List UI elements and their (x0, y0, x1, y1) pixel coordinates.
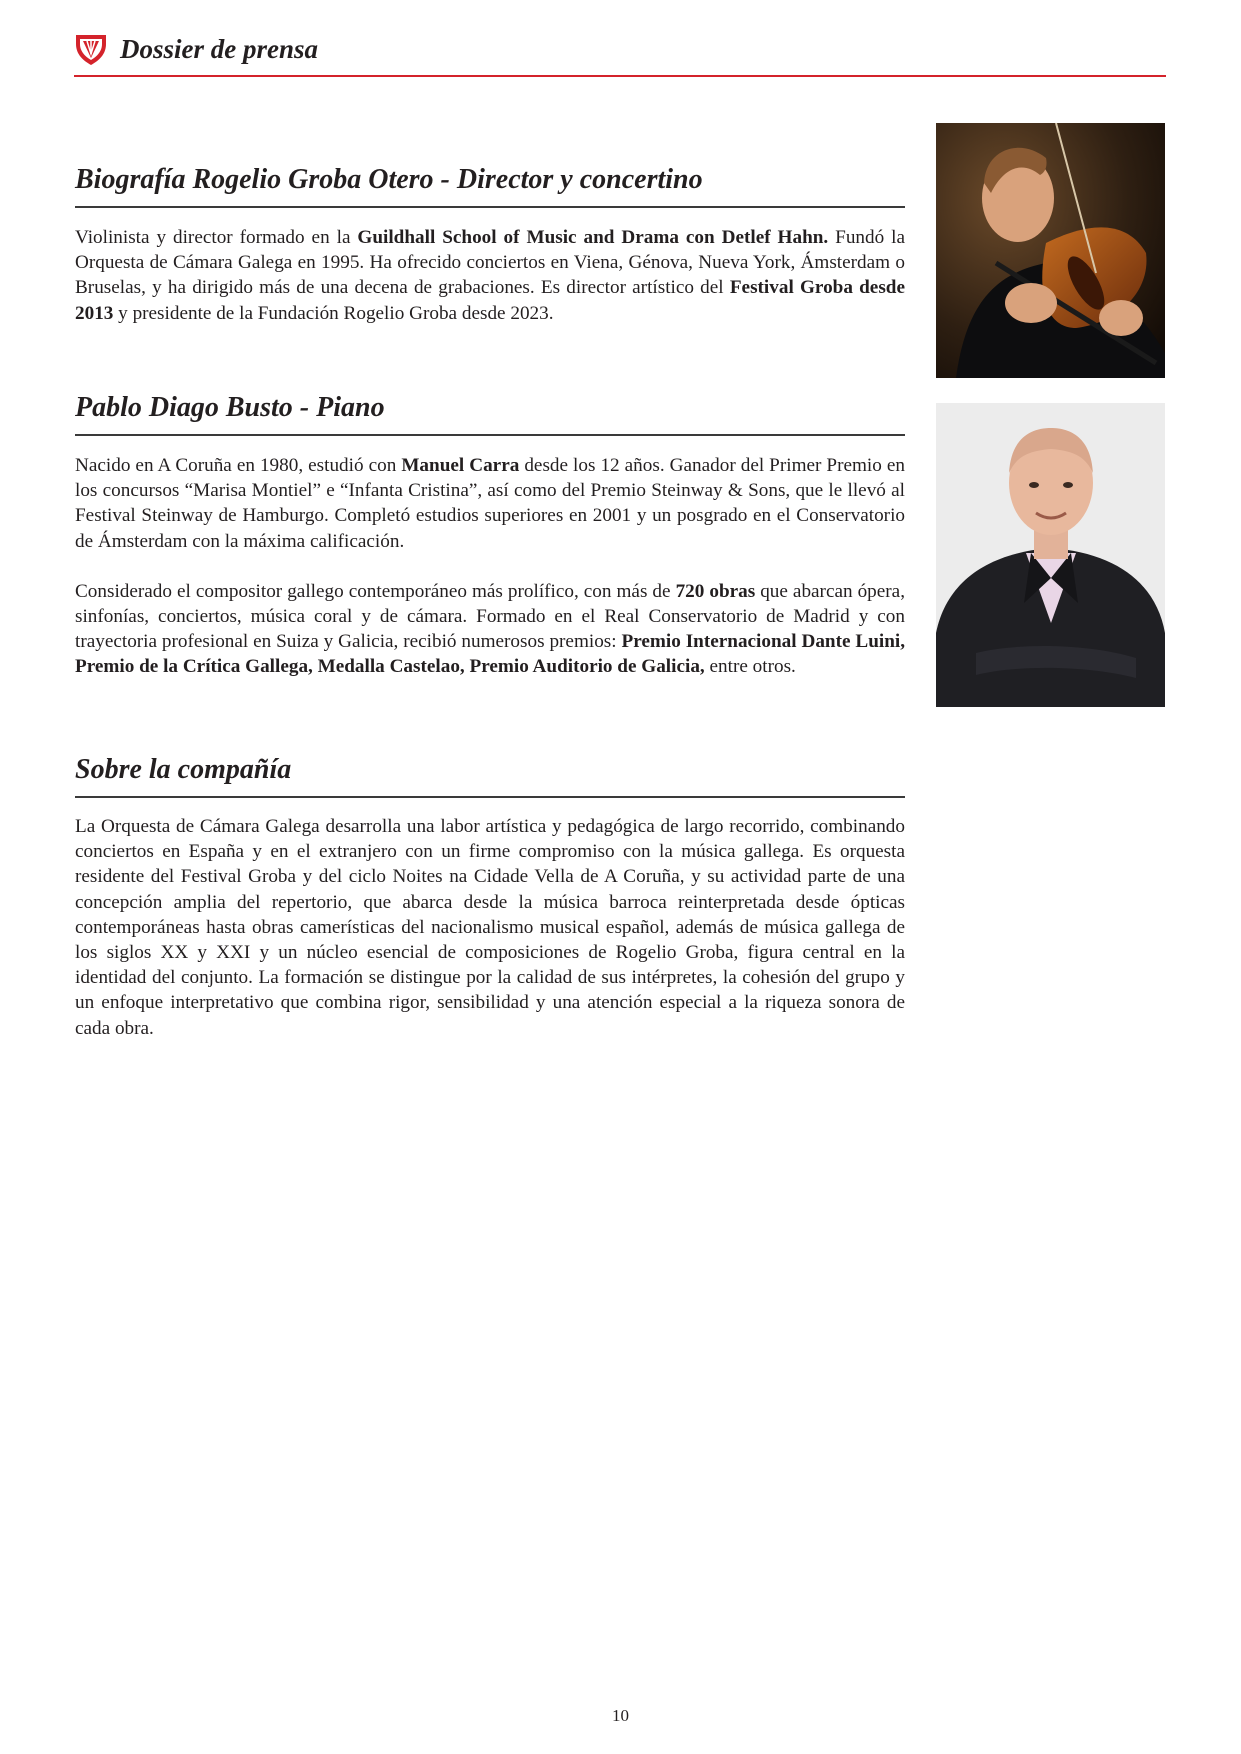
page-header (74, 30, 1166, 76)
section-heading: Sobre la compañía (75, 754, 292, 785)
section-heading: Pablo Diago Busto - Piano (75, 392, 385, 423)
text-run: Considerado el compositor gallego contemporáneo más prolífico, con más de (75, 580, 676, 602)
section-paragraph (75, 579, 905, 680)
section-company (75, 752, 905, 1041)
section-paragraph (75, 814, 905, 1041)
text-run: La Orquesta de Cámara Galega desarrolla una labor artística y pedagógica de largo recorrido, combinando conciertos en España y en el extranjero con un firme compromiso con la música gallega. Es orquesta residente del Festival Groba y del ciclo Noites na Cidade Vella de A Coruña, y su actividad parte de una concepción amplia del repertorio, que abarca desde la música barroca reinterpretada desde ópticas contemporáneas hasta obras camerísticas del nacionalismo musical español, además de música gallega de los siglos XX y XXI y un núcleo esencial de composiciones de Rogelio Groba, figura central en la identidad del conjunto. La formación se distingue por la calidad de sus intérpretes, la cohesión del grupo y un enfoque interpretativo que combina rigor, sensibilidad y una atención especial a la riqueza sonora de cada obra. (75, 816, 905, 1039)
section-heading: Biografía Rogelio Groba Otero - Director y concertino (75, 164, 703, 195)
text-run: desde los 12 años. Ganador del Primer Premio en los concursos “Marisa Montiel” e “Infanta Cristina”, así como del Premio Steinway & Sons, que le llevó al Festival Steinway de Hamburgo. Completó estudios superiores en 2001 y un posgrado en el Conservatorio de Ámsterdam con la máxima calificación. (75, 455, 905, 552)
section-paragraph (75, 453, 905, 554)
bold-text: Manuel Carra (401, 455, 520, 476)
section-pablo-biography (75, 390, 905, 680)
text-run: Nacido en A Coruña en 1980, estudió con (75, 455, 402, 476)
text-run: que abarcan ópera, sinfonías, conciertos, música coral y de cámara. Formado en el Real Conservatorio de Madrid y con trayectoria profesional en Suiza y Galicia, recibió numerosos premios: (75, 580, 905, 653)
header-divider (74, 75, 1166, 77)
page-number: 10 (612, 1706, 629, 1725)
text-run: entre otros. (704, 656, 796, 678)
violinist-photo (936, 123, 1165, 378)
text-run: y presidente de la Fundación Rogelio Groba desde 2023. (113, 302, 554, 324)
bold-text: Premio Internacional Dante Luini, Premio de la Crítica Gallega, Medalla Castelao, Premio Auditorio de Galicia, (75, 631, 905, 678)
text-run: Violinista y director formado en la (75, 227, 358, 248)
section-rogelio-biography (75, 162, 905, 326)
pianist-photo (936, 403, 1165, 707)
heading-divider (75, 796, 905, 798)
section-paragraph (75, 225, 905, 326)
bold-text: 720 obras (675, 580, 756, 602)
heading-divider (75, 206, 905, 208)
text-run: Fundó la Orquesta de Cámara Galega en 1995. Ha ofrecido conciertos en Viena, Génova, Nueva York, Ámsterdam o Bruselas, y ha dirigido más de una decena de grabaciones. Es director artístico del (75, 227, 906, 299)
bold-text: Festival Groba desde 2013 (75, 277, 905, 324)
red-shield-logo-icon (74, 32, 108, 66)
bold-text: Guildhall School of Music and Drama con Detlef Hahn. (357, 227, 829, 248)
heading-divider (75, 434, 905, 436)
document-title: Dossier de prensa (120, 34, 319, 64)
